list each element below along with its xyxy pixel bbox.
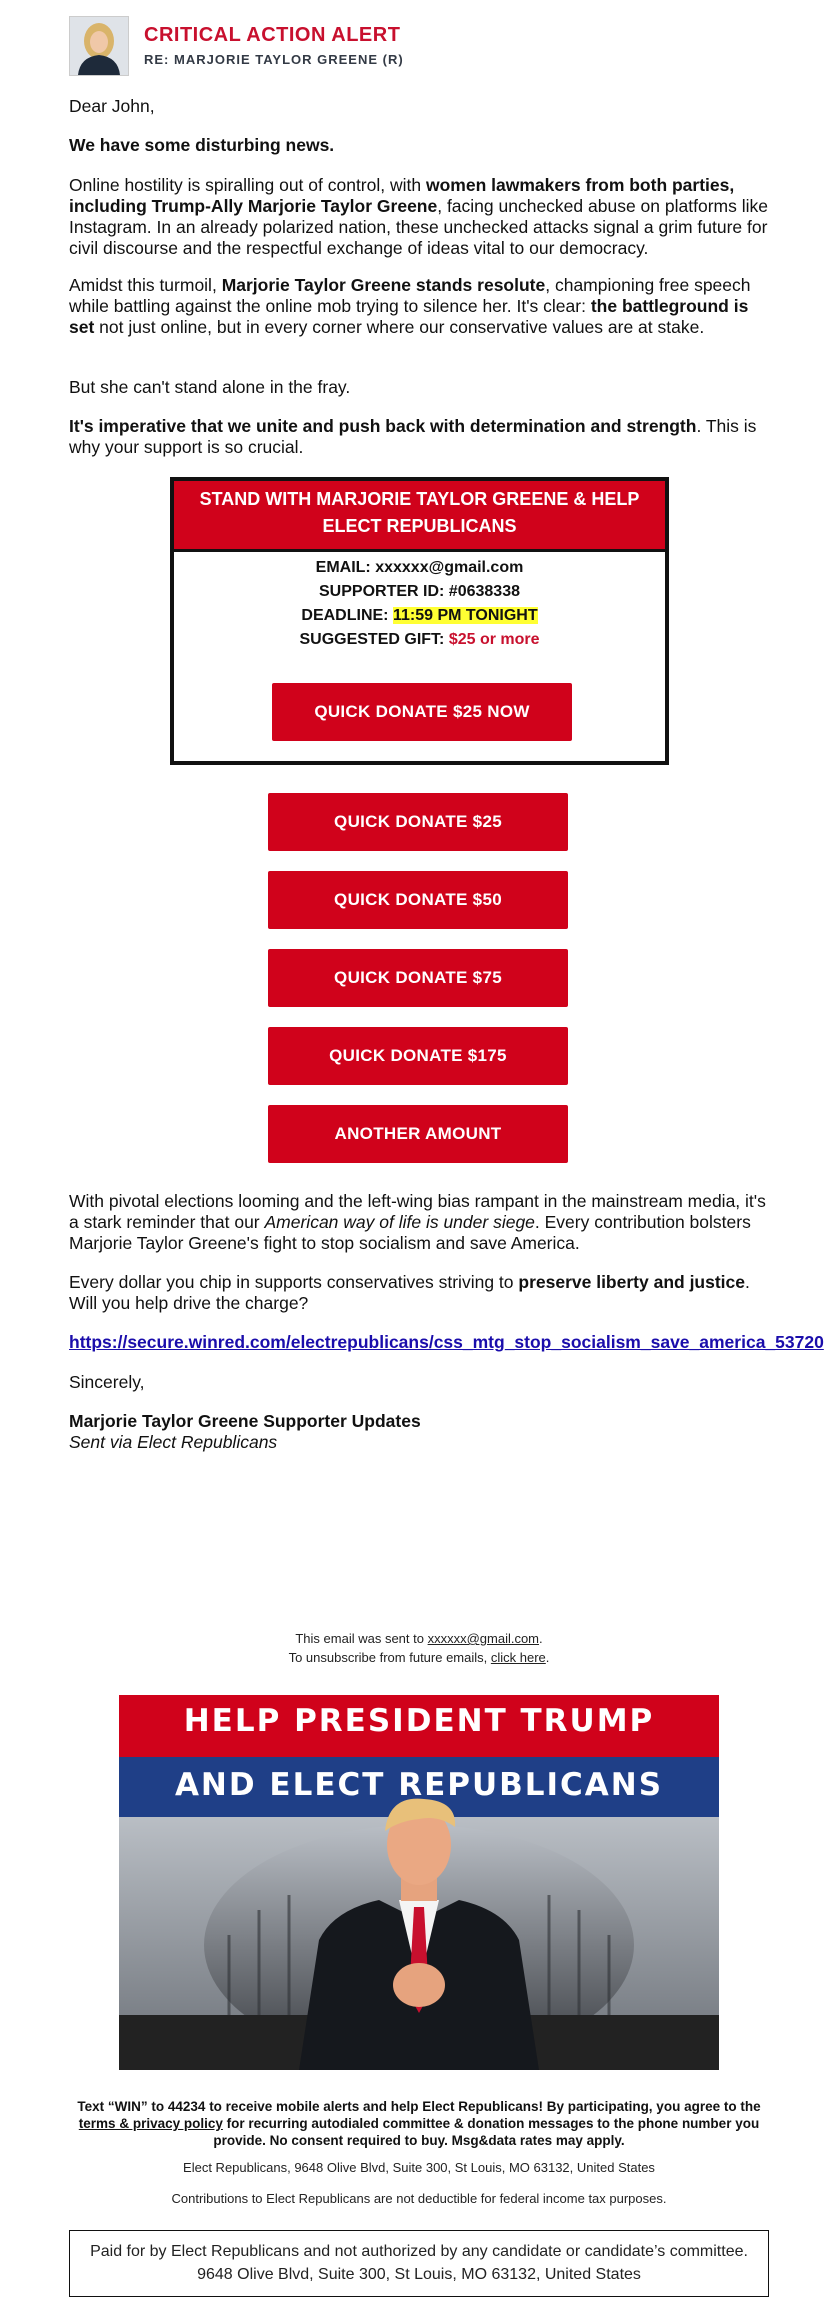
paragraph-elections — [69, 1191, 769, 1254]
sent-via: Sent via Elect Republicans — [69, 1432, 278, 1452]
signoff: Sincerely, — [69, 1372, 145, 1392]
text-bold: Marjorie Taylor Greene stands resolute — [221, 275, 546, 295]
text: , facing unchecked abuse on platforms like Instagram. In an already polarized nation, these unchecked attacks signal a grim future for civil discourse and the respectful exchange of ideas vital to our democracy. — [69, 196, 768, 258]
text: , championing free speech while battling against the online mob trying to silence her. It's clear: — [69, 275, 751, 316]
donation-link-row — [69, 1332, 838, 1353]
email-value: xxxxxx@gmail.com — [375, 559, 524, 576]
text: This email was sent to — [295, 1631, 428, 1646]
recipient-email: xxxxxx@gmail.com — [427, 1631, 540, 1646]
text: not just online, but in every corner where our conservative values are at stake. — [94, 317, 705, 337]
alert-subtitle: RE: MARJORIE TAYLOR GREENE (R) — [144, 52, 404, 67]
tax-notice: Contributions to Elect Republicans are not deductible for federal income tax purposes. — [171, 2191, 667, 2206]
quick-donate-25-now-button[interactable]: QUICK DONATE $25 NOW — [272, 683, 572, 741]
donation-box — [170, 477, 669, 765]
sent-to-line — [69, 1629, 769, 1648]
quick-donate-75-button[interactable]: QUICK DONATE $75 — [268, 949, 568, 1007]
text: . — [539, 1631, 543, 1646]
email-line — [174, 559, 665, 577]
supporter-id-label: SUPPORTER ID: — [319, 583, 449, 600]
quick-donate-25-button[interactable]: QUICK DONATE $25 — [268, 793, 568, 851]
text-bold: the battleground is set — [69, 296, 749, 337]
paragraph-hostility — [69, 175, 769, 259]
greeting: Dear John, — [69, 96, 155, 116]
paragraph-resolute — [69, 275, 769, 338]
text: Online hostility is spiralling out of control, with — [69, 175, 426, 195]
committee-address: Elect Republicans, 9648 Olive Blvd, Suite 300, St Louis, MO 63132, United States — [183, 2160, 655, 2175]
suggested-gift-label: SUGGESTED GIFT: — [299, 631, 449, 648]
quick-donate-175-button[interactable]: QUICK DONATE $175 — [268, 1027, 568, 1085]
text: . Every contribution bolsters Marjorie Taylor Greene's fight to stop socialism and save America. — [69, 1212, 751, 1253]
text-bold: preserve liberty and justice — [518, 1272, 746, 1292]
text: Text “WIN” to 44234 to receive mobile alerts and help Elect Republicans! By participating, you agree to the — [77, 2099, 761, 2114]
banner-line-1: HELP PRESIDENT TRUMP — [183, 1703, 655, 1739]
unsubscribe-line — [69, 1648, 769, 1667]
supporter-id-value: #0638338 — [448, 583, 520, 600]
text: To unsubscribe from future emails, — [288, 1650, 491, 1665]
text: With pivotal elections looming and the left-wing bias rampant in the mainstream media, it's a stark reminder that our — [69, 1191, 766, 1232]
text-bold: It's imperative that we unite and push back with determination and strength — [69, 416, 697, 436]
trump-banner[interactable] — [119, 1695, 719, 2070]
text-bold: women lawmakers from both parties, including Trump-Ally Marjorie Taylor Greene — [69, 175, 735, 216]
lead-paragraph: We have some disturbing news. — [69, 135, 335, 155]
quick-donate-50-button[interactable]: QUICK DONATE $50 — [268, 871, 568, 929]
paid-for-line-1: Paid for by Elect Republicans and not authorized by any candidate or candidate’s committee. — [90, 2243, 748, 2260]
paragraph-unite — [69, 416, 769, 458]
banner-graphic — [119, 1695, 719, 2070]
paid-for-disclaimer — [69, 2230, 769, 2297]
deadline-value: 11:59 PM TONIGHT — [392, 607, 538, 624]
sms-optin-text — [69, 2098, 769, 2149]
text-italic: American way of life is under siege — [264, 1212, 535, 1232]
alert-title: CRITICAL ACTION ALERT — [144, 24, 401, 46]
paid-for-line-2: 9648 Olive Blvd, Suite 300, St Louis, MO 63132, United States — [197, 2266, 641, 2283]
sender-photo — [70, 17, 128, 75]
text: for recurring autodialed committee & donation messages to the phone number you provide. No consent required to buy. Msg&data rates may apply. — [213, 2116, 760, 2148]
paragraph-dollar — [69, 1272, 769, 1314]
signature: Marjorie Taylor Greene Supporter Updates — [69, 1411, 421, 1431]
text: . This is why your support is so crucial. — [69, 416, 757, 457]
unsubscribe-link[interactable]: click here — [490, 1650, 546, 1665]
deadline-line — [174, 607, 665, 625]
text: . Will you help drive the charge? — [69, 1272, 750, 1313]
terms-privacy-link[interactable]: terms & privacy policy — [78, 2116, 223, 2131]
text: Amidst this turmoil, — [69, 275, 222, 295]
suggested-gift-value: $25 or more — [448, 631, 540, 648]
another-amount-button[interactable]: ANOTHER AMOUNT — [268, 1105, 568, 1163]
email-header — [69, 16, 769, 78]
email-label: EMAIL: — [315, 559, 376, 576]
text: Every dollar you chip in supports conservatives striving to — [69, 1272, 519, 1292]
avatar — [69, 16, 129, 76]
banner-line-2: AND ELECT REPUBLICANS — [174, 1767, 664, 1803]
paragraph-alone: But she can't stand alone in the fray. — [69, 377, 351, 397]
text: . — [545, 1650, 550, 1665]
donation-link[interactable]: https://secure.winred.com/electrepublicans/css_mtg_stop_socialism_save_america_53720 — [69, 1332, 824, 1352]
donation-box-heading: STAND WITH MARJORIE TAYLOR GREENE & HELP ELECT REPUBLICANS — [174, 481, 665, 552]
suggested-gift-line — [174, 631, 665, 649]
supporter-id-line — [174, 583, 665, 601]
deadline-label: DEADLINE: — [301, 607, 393, 624]
